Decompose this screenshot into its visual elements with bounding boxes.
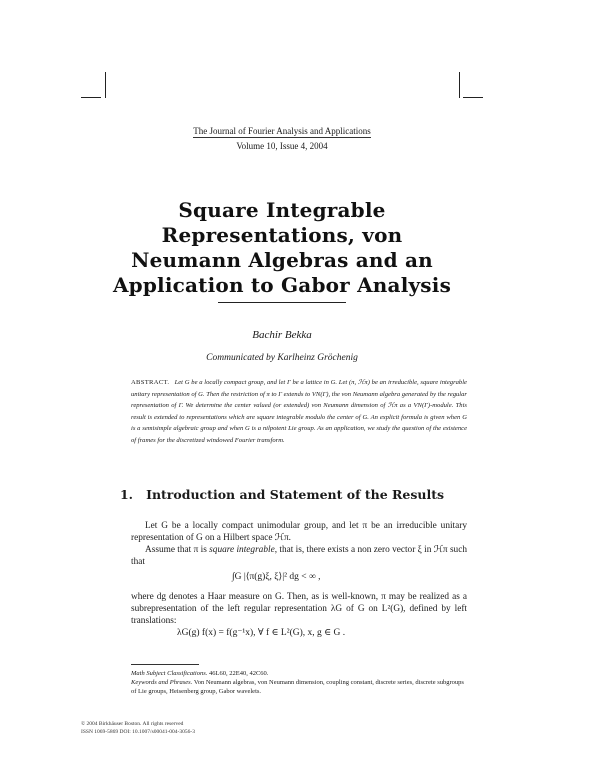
equation-2: λG(g) f(x) = f(g⁻¹x), ∀ f ∈ L²(G), x, g ∈ G . [177, 628, 346, 638]
paper-title [0, 198, 564, 298]
author-name: Bachir Bekka [252, 329, 312, 341]
section-heading [0, 487, 564, 502]
section-title: Introduction and Statement of the Results [146, 487, 445, 502]
section-number: 1. [119, 487, 134, 502]
crop-mark-tl-vertical [105, 72, 106, 98]
issn-doi-line: ISSN 1069-5869 DOI: 10.1007/s00041-004-3056-3 [81, 729, 195, 735]
body-paragraph-2: Assume that π is square integrable, that is, there exists a non zero vector ξ in ℋπ such that [131, 545, 467, 567]
footnote-keywords: Keywords and Phrases. Von Neumann algebras, von Neumann dimension, coupling constant, discrete series, discrete subgroups of Lie groups, Heisenberg group, Gabor wavelets. [131, 679, 464, 695]
body-paragraph-1: Let G be a locally compact unimodular group, and let π be an irreducible unitary representation of G on a Hilbert space ℋπ. [131, 521, 467, 543]
abstract-label: ABSTRACT. [131, 379, 170, 386]
copyright-line: © 2004 Birkhäuser Boston. All rights reserved [81, 721, 184, 727]
footnote-msc: Math Subject Classifications. 46L60, 22E40, 42C60. [131, 670, 269, 677]
equation-1: ∫G |⟨π(g)ξ, ξ⟩|² dg < ∞ , [232, 572, 321, 582]
body-paragraph-3: where dg denotes a Haar measure on G. Then, as is well-known, π may be realized as a subrepresentation of the left regular representation λG of G on L²(G), defined by left translations: [131, 592, 467, 626]
abstract [131, 377, 467, 447]
communicated-by: Communicated by Karlheinz Gröchenig [206, 353, 358, 363]
title-line: Application to Gabor Analysis [112, 273, 452, 297]
crop-mark-tl-horizontal [81, 97, 101, 98]
footnote-rule [131, 664, 199, 665]
crop-mark-tr-horizontal [463, 97, 483, 98]
title-line: Representations, von [161, 223, 403, 247]
journal-name: The Journal of Fourier Analysis and Applications [193, 126, 371, 136]
journal-volume: Volume 10, Issue 4, 2004 [236, 141, 328, 151]
abstract-text: Let G be a locally compact group, and let Γ be a lattice in G. Let (π, ℋπ) be an irreducible, square integrable unitary representation of G. Then the restriction of π to Γ extends to VN(Γ), the von Neumann algebra generated by the regular representation of Γ. We determine the center valued (or extended) von Neumann dimension of ℋπ as a VN(Γ)-module. This result is extended to representations which are square integrable modulo the center of G. An explicit formula is given when G is a semisimple algebraic group and when G is a nilpotent Lie group. As an application, we study the question of the existence of frames for the discretized windowed Fourier transform. [131, 379, 467, 444]
title-rule [218, 302, 346, 303]
title-line: Square Integrable [178, 198, 386, 222]
crop-mark-tr-vertical [459, 72, 460, 98]
title-line: Neumann Algebras and an [131, 248, 433, 272]
